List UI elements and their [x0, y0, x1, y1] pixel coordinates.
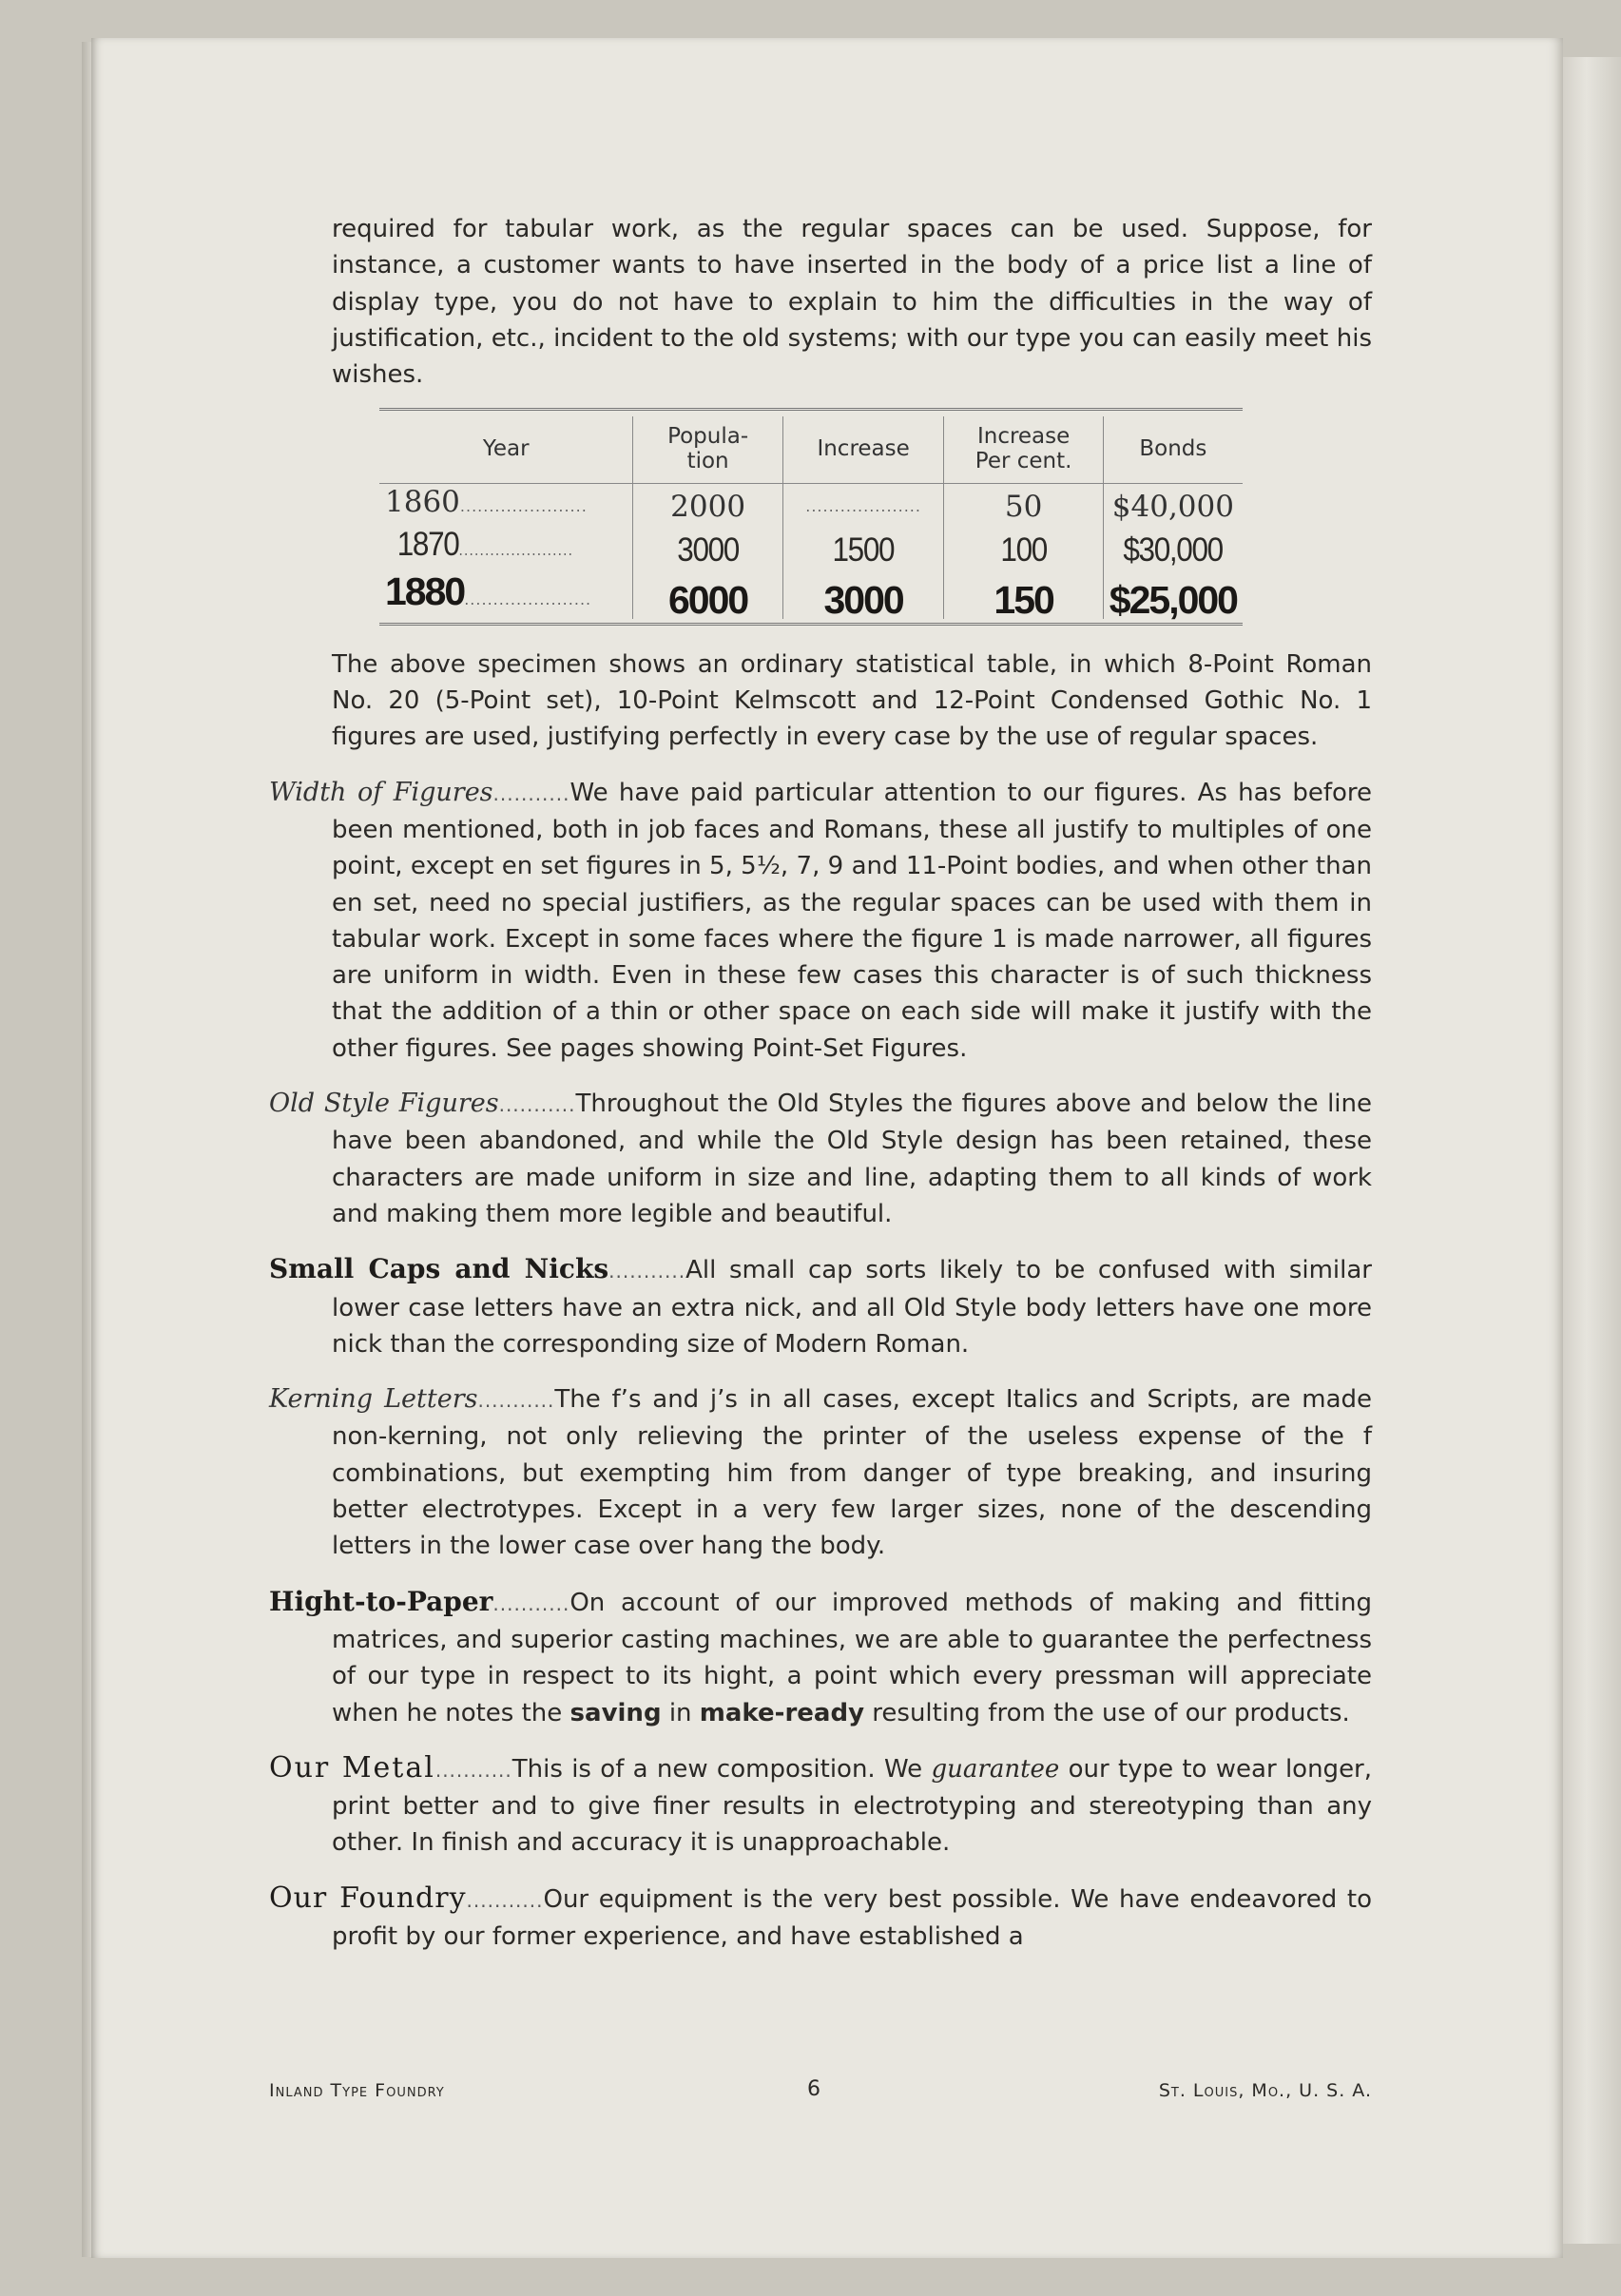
- section-title: Small Caps and Nicks: [269, 1253, 609, 1285]
- dot-leader: ......................: [458, 541, 573, 560]
- bold-word: make-ready: [699, 1698, 865, 1727]
- cell-population: 2000: [633, 484, 782, 526]
- cell-increase: 1500: [791, 526, 936, 569]
- table-header-row: [379, 416, 1243, 484]
- table-row: [379, 484, 1243, 526]
- page-edge-right: [1563, 57, 1621, 2244]
- section-title: Our Foundry: [269, 1881, 467, 1915]
- italic-word: guarantee: [931, 1754, 1060, 1784]
- page-number: 6: [807, 2077, 821, 2101]
- section-text: resulting from the use of our products.: [872, 1698, 1350, 1727]
- intro-paragraph: required for tabular work, as the regular spaces can be used. Suppose, for instance, a customer wants to have inserted in the body of a price list a line of display type, you do not have to explain to him the difficulties in the way of justification, etc., incident to the old systems; with our type you can easily meet his wishes.: [332, 215, 1372, 390]
- footer-publisher: Inland Type Foundry: [269, 2080, 445, 2101]
- header-bonds: Bonds: [1103, 416, 1243, 484]
- table-row: [379, 526, 1243, 569]
- section-text: We have paid particular attention to our figures. As has before been mentioned, both in job faces and Romans, these all justify to multiples of one point, except en set figures in 5, 5½, 7, 9 and 11-Point bodies, and when other than en set, need no special justifiers, as the regular spaces can be used with them in tabular work. Except in some faces where the figure 1 is made narrower, all figures are uniform in width. Even in these few cases this character is of such thickness that the addition of a thin or other space on each side will make it justify with the other figures. See pages showing Point-Set Figures.: [332, 778, 1372, 1063]
- statistical-table: [379, 408, 1243, 625]
- bold-word: saving: [569, 1698, 662, 1727]
- section-title: Hight-to-Paper: [269, 1585, 493, 1617]
- section-title: Old Style Figures: [269, 1089, 499, 1119]
- section-small-caps-and-nicks: [269, 1251, 1372, 1362]
- section-text: Our equipment is the very best possible. We have endeavored to profit by our former experience, and have established a: [332, 1884, 1372, 1951]
- section-our-foundry: [269, 1881, 1372, 1956]
- cell-increase-percent: 100: [952, 526, 1095, 569]
- section-title: Our Metal: [269, 1750, 435, 1785]
- cell-year: 1880: [385, 569, 465, 614]
- page-content: [269, 211, 1372, 1955]
- section-text: This is of a new composition. We: [511, 1754, 923, 1784]
- section-title: Width of Figures: [269, 777, 493, 807]
- dot-leader: ...........: [434, 1758, 512, 1782]
- section-text: On account of our improved methods of making and fitting matrices, and superior casting machines, we are able to guarantee the perfectness of our type in respect to its hight, a point which every pressman will appreciate when he notes the: [332, 1588, 1372, 1727]
- header-increase-percent: Increase Per cent.: [944, 416, 1103, 484]
- section-text: All small cap sorts likely to be confused with similar lower case letters have an extra nick, and all Old Style body letters have one more nick than the corresponding size of Modern Roman.: [332, 1256, 1372, 1359]
- table-row: [379, 569, 1243, 619]
- cell-bonds: $25,000: [1103, 569, 1243, 619]
- cell-population: 6000: [633, 569, 782, 619]
- cell-bonds: $30,000: [1110, 526, 1236, 569]
- header-population: Popula- tion: [633, 416, 782, 484]
- footer-location: St. Louis, Mo., U. S. A.: [1158, 2080, 1372, 2101]
- cell-increase-percent: 50: [944, 484, 1103, 526]
- table-note-paragraph: The above specimen shows an ordinary statistical table, in which 8-Point Roman No. 20 (5-Point set), 10-Point Kelmscott and 12-Point Condensed Gothic No. 1 figures are used, justifying perfectly in every case by the use of regular spaces.: [332, 649, 1372, 752]
- section-kerning-letters: [269, 1381, 1372, 1564]
- cell-population: 3000: [641, 526, 776, 569]
- cell-increase: 3000: [782, 569, 944, 619]
- cell-increase-percent: 150: [944, 569, 1103, 619]
- header-year: Year: [379, 416, 633, 484]
- dot-leader: ...........: [492, 1592, 570, 1615]
- dot-leader: ...........: [498, 1093, 576, 1117]
- cell-year: 1860: [385, 485, 460, 520]
- section-text: Throughout the Old Styles the figures above and below the line have been abandoned, and while the Old Style design has been retained, these characters are made uniform in size and line, adapting them to all kinds of work and making them more legible and beautiful.: [332, 1090, 1372, 1228]
- section-text: The f’s and j’s in all cases, except Italics and Scripts, are made non-kerning, not only relieving the printer of the useless expense of the f combinations, but exempting him from danger of type breaking, and insuring better electrotypes. Except in a very few larger sizes, none of the descending letters in the lower case over hang the body.: [332, 1385, 1372, 1561]
- dot-leader: ......................: [464, 590, 592, 609]
- dot-leader: ......................: [459, 497, 588, 516]
- dot-leader: ...........: [466, 1888, 544, 1912]
- section-our-metal: [269, 1750, 1372, 1862]
- section-text: in: [668, 1698, 692, 1727]
- section-width-of-figures: [269, 775, 1372, 1067]
- cell-year: 1870: [396, 526, 459, 564]
- dot-leader: ...........: [492, 781, 570, 805]
- dot-leader: ...........: [608, 1260, 686, 1283]
- dot-leader: ....................: [805, 497, 921, 516]
- section-text: our type to wear longer, print better and to give finer results in electrotyping and stereotyping than any other. In finish and accuracy it is unapproachable.: [332, 1754, 1373, 1858]
- cell-bonds: $40,000: [1103, 484, 1243, 526]
- dot-leader: ...........: [477, 1389, 555, 1413]
- header-increase: Increase: [782, 416, 944, 484]
- section-old-style-figures: [269, 1086, 1372, 1232]
- section-hight-to-paper: [269, 1584, 1372, 1731]
- section-title: Kerning Letters: [269, 1384, 478, 1415]
